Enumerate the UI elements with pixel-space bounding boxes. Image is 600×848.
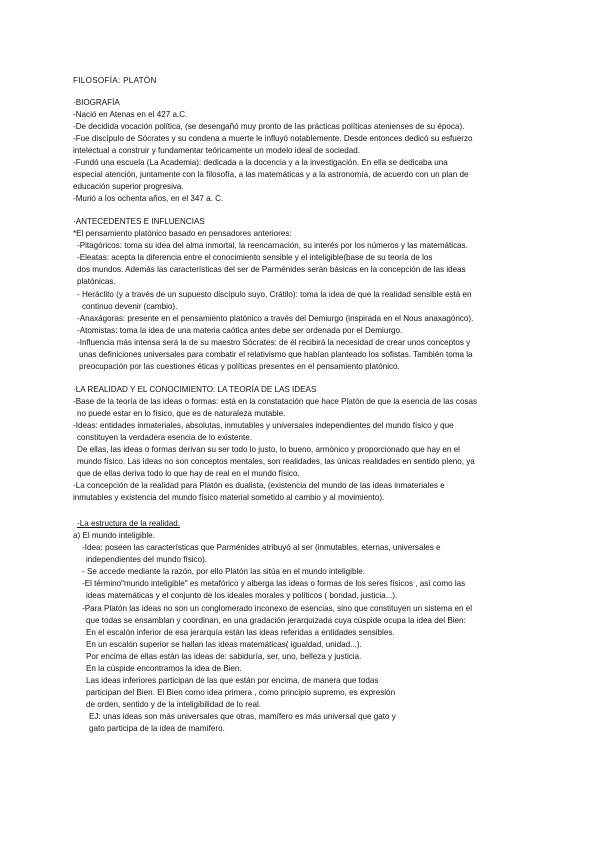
text-line: dos mundos. Además las características del ser de Parménides serán básicas en la concepción de las ideas (77, 265, 466, 274)
text-line: ideas matemáticas y el conjunto de los ideales morales y políticos ( bondad, justicia...). (86, 591, 398, 600)
text-line: De ellas, las ideas o formas derivan su ser todo lo justo, lo bueno, armónico y proporcionado que hay en el (77, 445, 460, 454)
subsection-heading-estructura: -La estructura de la realidad. (77, 519, 181, 528)
text-line: mundo físico. Las ideas no son conceptos mentales, son realidades, las únicas realidades en sentido pleno, ya (77, 457, 475, 466)
text-line: educación superior progresiva. (73, 182, 184, 191)
text-line: - Heráclito (y a través de un supuesto discípulo suyo, Crátilo): toma la idea de que la realidad sensible está en (77, 290, 472, 299)
text-line: -Base de la teoría de las ideas o formas: está en la constatación que hace Platón de que la esencia de las cosas (73, 397, 478, 406)
text-line: -Atomistas: toma la idea de una materia caótica antes debe ser ordenada por el Demiurgo. (77, 326, 403, 335)
text-line: -La concepción de la realidad para Platón es dualista, (existencia del mundo de las ideas inmateriales e (73, 481, 445, 490)
text-line: especial atención, juntamente con la filosofía, a las matemáticas y a la astronomía, de acuerdo con un plan de (73, 170, 469, 179)
text-line: -Fue discípulo de Sócrates y su condena a muerte le influyó notablemente. Desde entonces dedicó su esfuerzo (73, 134, 473, 143)
text-line: Por encima de ellas están las ideas de: sabiduría, ser, uno, belleza y justicia. (86, 652, 362, 661)
section-heading-antecedentes: ·ANTECEDENTES E INFLUENCIAS (73, 217, 205, 226)
text-line: *El pensamiento platónico basado en pensadores anteriores: (73, 229, 292, 238)
text-line: platónicas. (77, 277, 116, 286)
text-line: -Para Platón las ideas no son un conglomerado inconexo de esencias, sino que constituyen un sistema en el (82, 604, 473, 613)
text-line: constituyen la verdadera esencia de lo existente. (77, 433, 253, 442)
text-line: -Influencia más intensa será la de su maestro Sócrates: de él recibirá la necesidad de crear unos conceptos y (77, 338, 471, 347)
text-line: a) El mundo inteligible. (73, 531, 155, 540)
text-line: que de ellas deriva todo lo que hay de real en el mundo físico. (77, 469, 300, 478)
text-line: -De decidida vocación política, (se desengañó muy pronto de las prácticas políticas atenienses de su época). (73, 122, 465, 131)
text-line: En un escalón superior se hallan las ideas matemáticas( igualdad, unidad...). (86, 640, 362, 649)
text-line: -Nació en Atenas en el 427 a.C. (73, 110, 188, 119)
text-line: inmutables y existencia del mundo físico material sometido al cambio y al movimiento). (73, 493, 385, 502)
text-line: independientes del mundo físico). (86, 555, 208, 564)
text-line: de orden, sentido y de la inteligibilidad de lo real. (86, 700, 262, 709)
text-line: -Pitagóricos: toma su idea del alma inmortal, la reencarnación, su interés por los números y las matemáticas. (77, 241, 468, 250)
text-line: intelectual a construir y fundamentar teóricamente un modelo ideal de sociedad. (73, 146, 361, 155)
text-line: -El término"mundo inteligible" es metafórico y alberga las ideas o formas de los seres físicos , así como las (82, 579, 466, 588)
text-line: -Anaxágoras: presente en el pensamiento platónico a través del Demiurgo (inspirada en el Nous anaxagórico). (77, 314, 474, 323)
text-line: preocupación por las cuestiones éticas y políticas presentes en el pensamiento platónico. (79, 362, 400, 371)
section-heading-realidad: ·LA REALIDAD Y EL CONOCIMIENTO: LA TEORÍA DE LAS IDEAS (73, 385, 317, 394)
text-line: -Eleatas: acepta la diferencia entre el conocimiento sensible y el inteligible(base de su teoría de los (77, 253, 433, 262)
text-line: -Fundó una escuela (La Academia): dedicada a la docencia y a la investigación. En ella se dedicaba una (73, 158, 448, 167)
section-heading-biografia: ·BIOGRAFÍA (73, 98, 120, 107)
text-line: -Murió a los ochenta años, en el 347 a. C. (73, 194, 224, 203)
text-line: EJ: unas ideas son más universales que otras, mamífero es más universal que gato y (89, 712, 396, 721)
text-line: no puede estar en lo físico, que es de naturaleza mutable. (77, 409, 286, 418)
text-line: participan del Bien. El Bien como idea primera , como principio supremo, es expresión (86, 688, 396, 697)
text-line: gato participa de la idea de mamífero. (89, 724, 225, 733)
text-line: continuo devenir (cambio). (82, 302, 178, 311)
text-line: - Se accede mediante la razón, por ello Platón las sitúa en el mundo inteligible. (82, 567, 366, 576)
text-line: En la cúspide encontramos la idea de Bien. (86, 664, 242, 673)
text-line: En el escalón inferior de esa jerarquía están las ideas referidas a entidades sensibles. (86, 628, 395, 637)
text-line: que todas se ensamblan y coordinan, en una gradación jerarquizada cuya cúspide ocupa la idea del Bien: (86, 616, 466, 625)
text-line: Las ideas inferiores participan de las que están por encima, de manera que todas (86, 676, 379, 685)
document-title: FILOSOFÍA: PLATÓN (73, 76, 157, 85)
text-line: unas definiciones universales para combatir el relativismo que habían planteado los sofistas. También toma la (79, 350, 473, 359)
text-line: -Idea: poseen las características que Parménides atribuyó al ser (inmutables, eternas, universales e (82, 543, 441, 552)
text-line: -Ideas: entidades inmateriales, absolutas, inmutables y universales independientes del mundo físico y que (73, 421, 454, 430)
